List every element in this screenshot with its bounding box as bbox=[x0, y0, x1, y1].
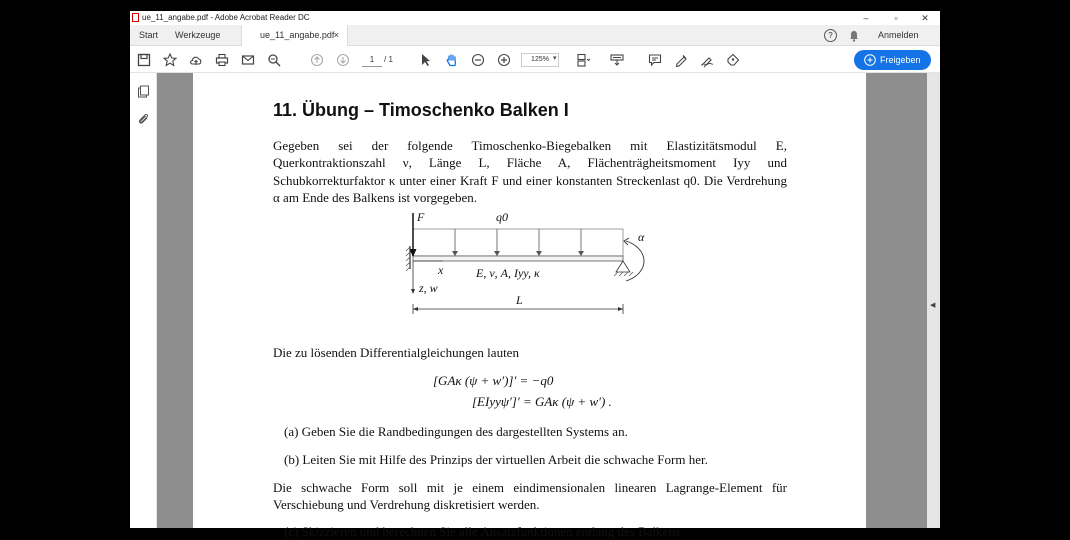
load-arrows bbox=[455, 229, 581, 254]
pdf-app-icon bbox=[132, 13, 139, 22]
task-a: (a) Geben Sie die Randbedingungen des dargestellten Systems an. bbox=[284, 424, 628, 439]
tab-document-label: ue_11_angabe.pdf bbox=[260, 30, 335, 40]
bookmark-star-icon[interactable] bbox=[161, 51, 179, 69]
x-axis-label: x bbox=[438, 263, 444, 277]
close-window-button[interactable]: ✕ bbox=[921, 13, 929, 23]
distributed-load-box bbox=[413, 229, 623, 256]
length-label: L bbox=[516, 293, 523, 307]
force-label: F bbox=[417, 210, 425, 224]
page-thumbnails-icon[interactable] bbox=[137, 85, 150, 98]
equation-2: [EIyyψ′]′ = GAκ (ψ + w′) . bbox=[472, 394, 612, 409]
maximize-button[interactable]: ▫ bbox=[894, 13, 898, 23]
zoom-out-icon[interactable] bbox=[469, 51, 487, 69]
previous-page-icon[interactable] bbox=[308, 51, 326, 69]
pdf-page bbox=[193, 73, 866, 539]
page-number-input[interactable]: 1 bbox=[362, 53, 382, 67]
zoom-in-icon[interactable] bbox=[495, 51, 513, 69]
help-icon[interactable]: ? bbox=[824, 29, 837, 42]
print-icon[interactable] bbox=[213, 51, 231, 69]
zoom-dropdown-icon[interactable]: ▾ bbox=[553, 55, 557, 62]
cloud-upload-icon[interactable] bbox=[187, 51, 205, 69]
beam-properties-label: E, ν, A, Iyy, κ bbox=[476, 266, 540, 280]
beam-figure bbox=[398, 201, 658, 321]
tab-start[interactable]: Start bbox=[139, 30, 159, 40]
window-title: ue_11_angabe.pdf - Adobe Acrobat Reader DC bbox=[142, 13, 310, 22]
rotation-arc bbox=[626, 241, 644, 281]
task-c: (c) Skizzieren und berechnen Sie alle Ansatzfunktionen entlang des Balkens bbox=[284, 524, 681, 539]
load-arrowheads bbox=[452, 251, 584, 256]
share-button[interactable] bbox=[854, 50, 931, 70]
minimize-button[interactable]: – bbox=[863, 13, 869, 23]
attachment-icon[interactable] bbox=[137, 112, 150, 125]
intro-paragraph: Gegeben sei der folgende Timoschenko-Biegebalken mit Elastizitätsmodul E, Querkontraktionszahl ν, Länge L, Fläche A, Flächenträgheitsmoment Iyy und Schubkorrekturfaktor κ unter einer Kraft F und einer konstanten Streckenlast q0. Die Verdrehung α am Ende des Balkens ist vorgegeben. bbox=[273, 138, 787, 205]
task-b: (b) Leiten Sie mit Hilfe des Prinzips der virtuellen Arbeit die schwache Form her. bbox=[284, 452, 708, 467]
zoom-level-field[interactable]: 125% bbox=[521, 53, 559, 67]
hand-tool-icon[interactable] bbox=[443, 51, 461, 69]
share-button-label: Freigeben bbox=[880, 55, 921, 65]
sign-in-link[interactable]: Anmelden bbox=[878, 30, 919, 40]
weak-form-paragraph: Die schwache Form soll mit je einem eindimensionalen linearen Lagrange-Element für Verschiebung und Verdrehung diskretisiert werden. bbox=[273, 480, 787, 513]
load-label: q0 bbox=[496, 210, 508, 224]
stamp-tool-icon[interactable] bbox=[724, 51, 742, 69]
share-icon bbox=[864, 54, 876, 66]
right-pin-support bbox=[616, 261, 630, 272]
next-page-icon[interactable] bbox=[334, 51, 352, 69]
highlight-pen-icon[interactable] bbox=[672, 51, 690, 69]
mail-icon[interactable] bbox=[239, 51, 257, 69]
title-bar bbox=[130, 11, 940, 25]
comment-icon[interactable] bbox=[646, 51, 664, 69]
tab-bar bbox=[130, 25, 940, 46]
beam bbox=[413, 256, 623, 261]
page-total: / 1 bbox=[384, 55, 393, 64]
rotation-label: α bbox=[638, 230, 645, 244]
collapse-panel-icon[interactable]: ◀ bbox=[930, 302, 936, 309]
page-heading: 11. Übung – Timoschenko Balken I bbox=[273, 100, 569, 120]
main-toolbar bbox=[130, 46, 940, 73]
page-layout-icon[interactable] bbox=[574, 51, 592, 69]
save-icon[interactable] bbox=[135, 51, 153, 69]
search-icon[interactable] bbox=[265, 51, 283, 69]
acrobat-window bbox=[130, 11, 940, 539]
left-nav-panel bbox=[130, 73, 157, 528]
equation-1: [GAκ (ψ + w′)]′ = −q0 bbox=[433, 373, 554, 388]
bell-icon[interactable] bbox=[849, 25, 859, 46]
tab-tools[interactable]: Werkzeuge bbox=[175, 30, 221, 40]
select-cursor-icon[interactable] bbox=[417, 51, 435, 69]
keyboard-tool-icon[interactable] bbox=[608, 51, 626, 69]
tab-document[interactable] bbox=[241, 25, 348, 46]
tab-close-icon[interactable]: × bbox=[333, 30, 339, 40]
z-axis-label: z, w bbox=[419, 281, 438, 295]
draw-sign-icon[interactable] bbox=[698, 51, 716, 69]
vertical-scrollbar[interactable] bbox=[927, 73, 940, 528]
diff-eq-intro: Die zu lösenden Differentialgleichungen lauten bbox=[273, 345, 519, 360]
